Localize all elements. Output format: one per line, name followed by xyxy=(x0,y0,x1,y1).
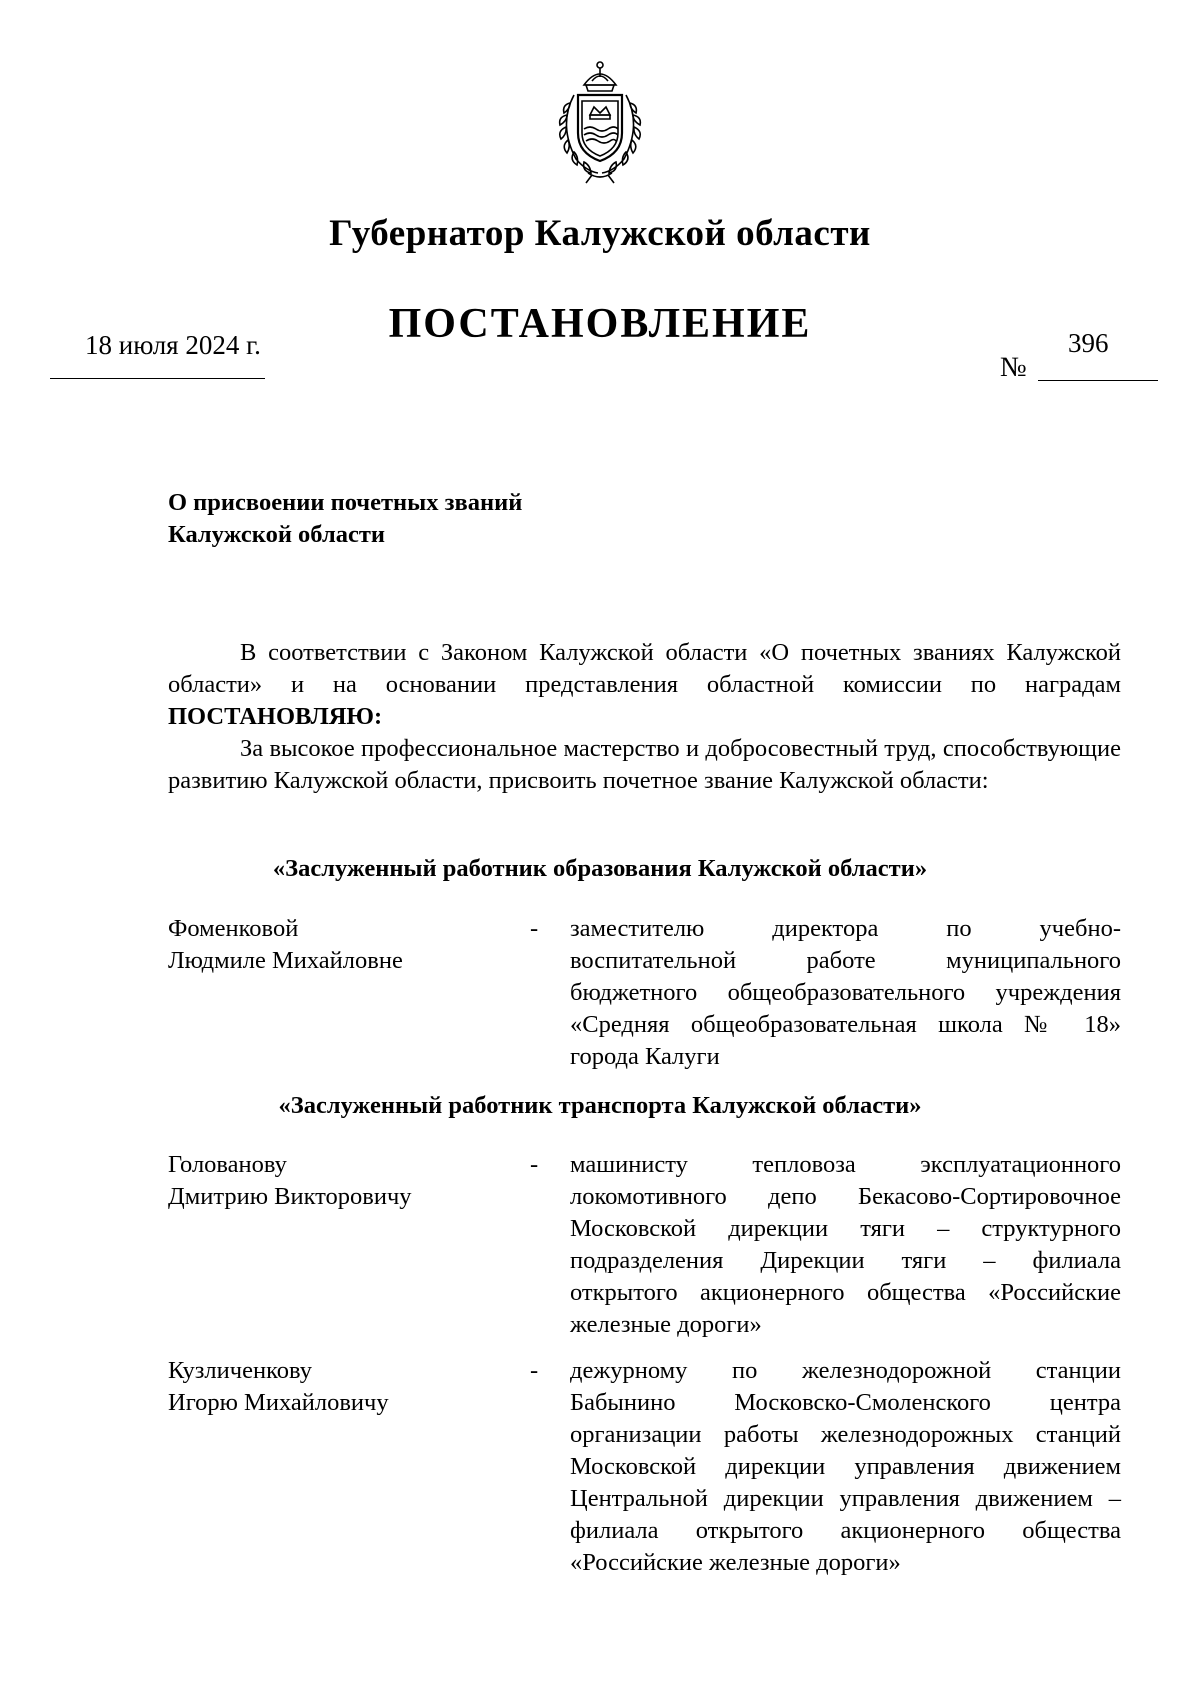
preamble-text: В соответствии с Законом Калужской области «О почетных званиях Калужской области» и на основании представления областной комиссии по наградам xyxy=(168,639,1121,698)
document-subject xyxy=(168,487,522,551)
number-sign: № xyxy=(1000,352,1027,383)
awardee-name xyxy=(168,1149,498,1213)
coat-of-arms-emblem xyxy=(540,55,660,185)
name-line: Игорю Михайловичу xyxy=(168,1389,389,1416)
awardee-name xyxy=(168,1355,498,1419)
position-line: города Калуги xyxy=(570,1043,720,1070)
dash-separator: - xyxy=(530,915,539,942)
name-line: Кузличенкову xyxy=(168,1357,312,1384)
dash-separator: - xyxy=(530,1151,539,1178)
awardee-position xyxy=(570,913,1121,1073)
subject-line: О присвоении почетных званий xyxy=(168,489,523,516)
dash-separator: - xyxy=(530,1357,539,1384)
number-underline xyxy=(1038,380,1158,381)
position-line: машинисту тепловоза эксплуатационного xyxy=(570,1151,1121,1178)
position-line: подразделения Дирекции тяги – филиала xyxy=(570,1247,1121,1274)
award-paragraph: За высокое профессиональное мастерство и добросовестный труд, способствующие развитию Калужской области, присвоить почетное звание Калужской области: xyxy=(168,735,1121,794)
name-line: Фоменковой xyxy=(168,915,299,942)
name-line: Дмитрию Викторовичу xyxy=(168,1183,412,1210)
name-line: Людмиле Михайловне xyxy=(168,947,403,974)
position-line: Центральной дирекции управления движением – xyxy=(570,1485,1121,1512)
name-line: Голованову xyxy=(168,1151,287,1178)
position-line: «Средняя общеобразовательная школа № 18» xyxy=(570,1011,1121,1038)
position-line: заместителю директора по учебно- xyxy=(570,915,1121,942)
position-line: воспитательной работе муниципального xyxy=(570,947,1121,974)
awardee-position xyxy=(570,1355,1121,1579)
position-line: открытого акционерного общества «Российские xyxy=(570,1279,1121,1306)
position-line: Бабынино Московско-Смоленского центра xyxy=(570,1389,1121,1416)
position-line: филиала открытого акционерного общества xyxy=(570,1517,1121,1544)
position-line: Московской дирекции управления движением xyxy=(570,1453,1121,1480)
authority-title: Губернатор Калужской области xyxy=(329,213,871,254)
section-title: «Заслуженный работник образования Калужской области» xyxy=(272,855,928,882)
position-line: дежурному по железнодорожной станции xyxy=(570,1357,1121,1384)
section-title: «Заслуженный работник транспорта Калужской области» xyxy=(278,1092,922,1119)
document-type-heading: ПОСТАНОВЛЕНИЕ xyxy=(388,301,812,347)
position-line: железные дороги» xyxy=(570,1311,762,1338)
position-line: организации работы железнодорожных станций xyxy=(570,1421,1121,1448)
awardee-position xyxy=(570,1149,1121,1341)
document-date: 18 июля 2024 г. xyxy=(85,330,261,360)
position-line: «Российские железные дороги» xyxy=(570,1549,901,1576)
position-line: бюджетного общеобразовательного учреждения xyxy=(570,979,1121,1006)
awardee-name xyxy=(168,913,498,977)
position-line: Московской дирекции тяги – структурного xyxy=(570,1215,1121,1242)
document-number: 396 xyxy=(1068,328,1109,358)
date-underline xyxy=(50,378,265,379)
preamble-paragraph xyxy=(168,637,1121,733)
position-line: локомотивного депо Бекасово-Сортировочное xyxy=(570,1183,1121,1210)
subject-line: Калужской области xyxy=(168,521,385,548)
resolution-word: ПОСТАНОВЛЯЮ: xyxy=(168,703,383,730)
